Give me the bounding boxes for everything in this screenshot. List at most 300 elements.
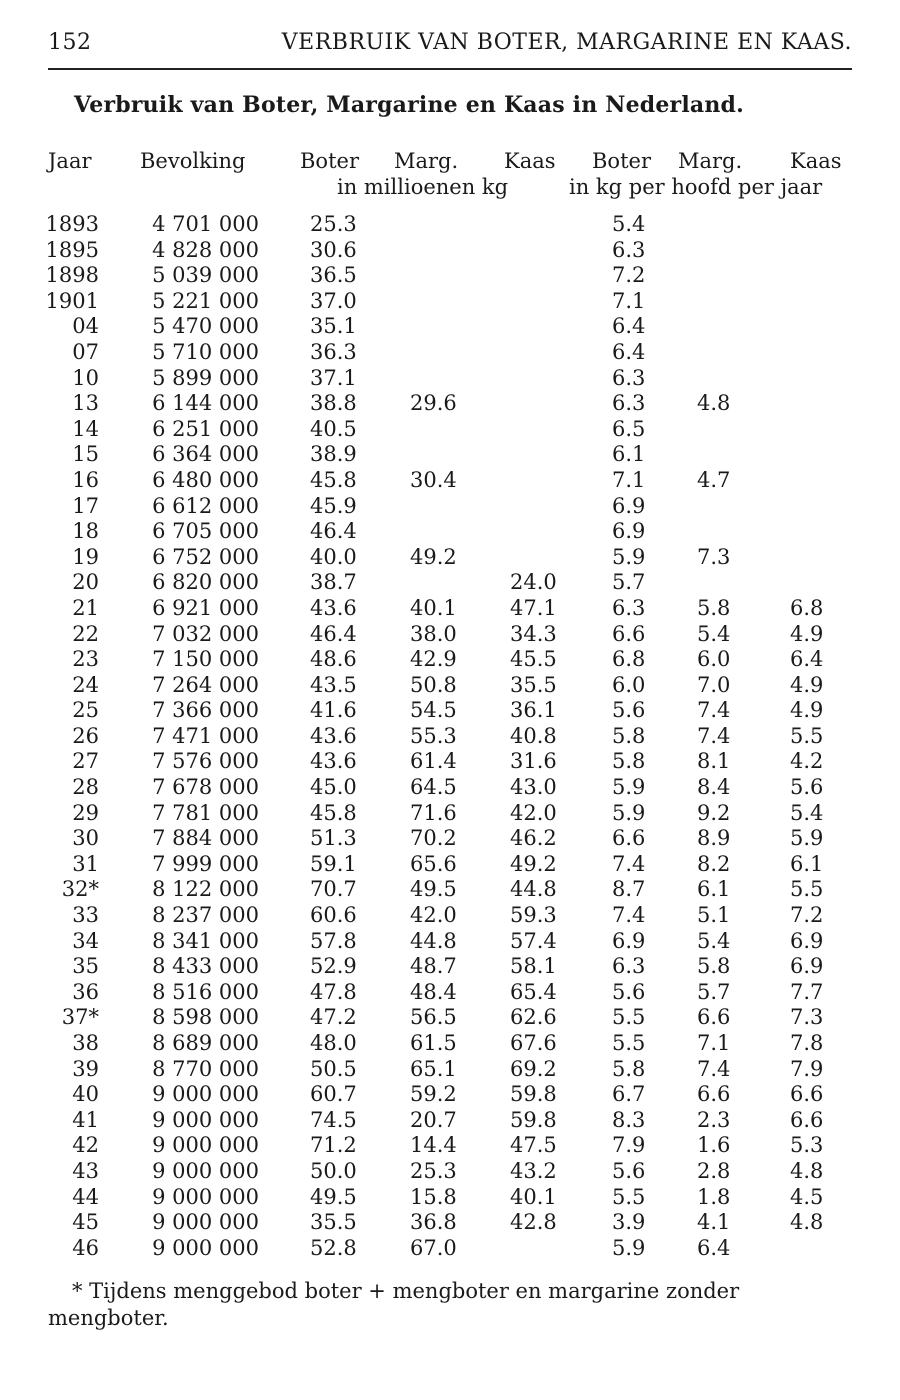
cell-boter: 45.9 xyxy=(310,493,357,518)
cell-boter: 50.0 xyxy=(310,1158,357,1183)
cell-marg-pp: 6.6 xyxy=(697,1005,731,1030)
table-row xyxy=(0,1159,900,1185)
cell-boter: 37.1 xyxy=(310,365,357,390)
cell-kaas-pp: 4.2 xyxy=(790,749,824,774)
table-row xyxy=(0,442,900,468)
cell-boter-pp: 8.3 xyxy=(612,1107,646,1132)
cell-boter-pp: 6.3 xyxy=(612,391,646,416)
cell-kaas-pp: 7.7 xyxy=(790,979,824,1004)
cell-marg-pp: 6.6 xyxy=(697,1082,731,1107)
cell-jaar: 1893 xyxy=(45,212,99,236)
table-row xyxy=(0,929,900,955)
cell-kaas-pp: 6.9 xyxy=(790,954,824,979)
cell-kaas: 24.0 xyxy=(510,570,557,595)
table-title: Verbruik van Boter, Margarine en Kaas in Nederland. xyxy=(74,92,744,118)
cell-kaas: 65.4 xyxy=(510,979,557,1004)
cell-jaar: 33 xyxy=(72,903,99,928)
cell-bevolking: 4 828 000 xyxy=(152,237,259,262)
cell-bevolking: 8 770 000 xyxy=(152,1056,259,1081)
cell-boter-pp: 6.4 xyxy=(612,314,646,339)
cell-boter-pp: 6.7 xyxy=(612,1082,646,1107)
cell-kaas-pp: 7.2 xyxy=(790,903,824,928)
cell-boter: 35.1 xyxy=(310,314,357,339)
cell-bevolking: 8 433 000 xyxy=(152,954,259,979)
table-row xyxy=(0,749,900,775)
cell-boter: 59.1 xyxy=(310,851,357,876)
cell-marg: 56.5 xyxy=(410,1005,457,1030)
table-row xyxy=(0,1210,900,1236)
cell-marg-pp: 2.8 xyxy=(697,1158,731,1183)
cell-kaas: 40.1 xyxy=(510,1184,557,1209)
cell-kaas: 59.3 xyxy=(510,903,557,928)
table-row xyxy=(0,1082,900,1108)
cell-bevolking: 5 039 000 xyxy=(152,263,259,288)
cell-boter-pp: 5.6 xyxy=(612,1158,646,1183)
cell-bevolking: 6 480 000 xyxy=(152,467,259,492)
col-header-marg-pp: Marg. xyxy=(678,149,743,173)
cell-bevolking: 6 705 000 xyxy=(152,519,259,544)
cell-boter-pp: 5.7 xyxy=(612,570,646,595)
table-row xyxy=(0,903,900,929)
cell-kaas-pp: 6.4 xyxy=(790,647,824,672)
cell-boter: 43.6 xyxy=(310,595,357,620)
cell-marg-pp: 5.4 xyxy=(697,928,731,953)
cell-bevolking: 9 000 000 xyxy=(152,1082,259,1107)
cell-kaas-pp: 5.5 xyxy=(790,723,824,748)
table-row xyxy=(0,801,900,827)
cell-boter-pp: 6.6 xyxy=(612,621,646,646)
unit-total-label: in millioenen kg xyxy=(337,175,509,199)
cell-bevolking: 7 264 000 xyxy=(152,672,259,697)
cell-kaas: 47.1 xyxy=(510,595,557,620)
cell-kaas: 43.0 xyxy=(510,775,557,800)
cell-kaas: 57.4 xyxy=(510,928,557,953)
cell-boter-pp: 5.8 xyxy=(612,723,646,748)
cell-kaas: 45.5 xyxy=(510,647,557,672)
cell-marg: 54.5 xyxy=(410,698,457,723)
cell-kaas: 62.6 xyxy=(510,1005,557,1030)
cell-jaar: 27 xyxy=(72,749,99,774)
cell-boter: 30.6 xyxy=(310,237,357,262)
cell-marg-pp: 8.4 xyxy=(697,775,731,800)
cell-kaas-pp: 4.8 xyxy=(790,1210,824,1235)
cell-kaas: 34.3 xyxy=(510,621,557,646)
cell-marg: 48.4 xyxy=(410,979,457,1004)
cell-kaas: 47.5 xyxy=(510,1133,557,1158)
table-row xyxy=(0,391,900,417)
cell-marg: 64.5 xyxy=(410,775,457,800)
cell-marg: 25.3 xyxy=(410,1158,457,1183)
cell-bevolking: 7 678 000 xyxy=(152,775,259,800)
table-row xyxy=(0,1005,900,1031)
cell-marg: 42.9 xyxy=(410,647,457,672)
cell-kaas-pp: 4.5 xyxy=(790,1184,824,1209)
cell-marg-pp: 4.1 xyxy=(697,1210,731,1235)
cell-marg-pp: 5.1 xyxy=(697,903,731,928)
table-row xyxy=(0,417,900,443)
cell-bevolking: 6 752 000 xyxy=(152,544,259,569)
table-row xyxy=(0,545,900,571)
cell-jaar: 35 xyxy=(72,954,99,979)
cell-kaas-pp: 5.9 xyxy=(790,826,824,851)
table-row xyxy=(0,826,900,852)
cell-jaar: 31 xyxy=(72,851,99,876)
cell-jaar: 46 xyxy=(72,1235,99,1260)
cell-marg: 70.2 xyxy=(410,826,457,851)
page-number: 152 xyxy=(48,30,92,55)
cell-jaar: 23 xyxy=(72,647,99,672)
cell-marg: 36.8 xyxy=(410,1210,457,1235)
cell-marg-pp: 8.1 xyxy=(697,749,731,774)
cell-jaar: 37* xyxy=(61,1005,99,1030)
cell-boter-pp: 6.1 xyxy=(612,442,646,467)
table-row xyxy=(0,622,900,648)
cell-bevolking: 7 781 000 xyxy=(152,800,259,825)
cell-bevolking: 9 000 000 xyxy=(152,1158,259,1183)
cell-jaar: 25 xyxy=(72,698,99,723)
table-row xyxy=(0,877,900,903)
cell-marg: 42.0 xyxy=(410,903,457,928)
cell-kaas-pp: 5.5 xyxy=(790,877,824,902)
cell-marg: 61.4 xyxy=(410,749,457,774)
cell-marg: 61.5 xyxy=(410,1031,457,1055)
cell-jaar: 07 xyxy=(72,339,99,364)
cell-jaar: 1895 xyxy=(45,237,99,262)
cell-marg-pp: 4.7 xyxy=(697,467,731,492)
cell-bevolking: 8 341 000 xyxy=(152,928,259,953)
col-header-boter-pp: Boter xyxy=(592,149,651,173)
cell-boter-pp: 5.8 xyxy=(612,749,646,774)
cell-marg-pp: 9.2 xyxy=(697,800,731,825)
cell-marg-pp: 8.9 xyxy=(697,826,731,851)
cell-boter: 40.5 xyxy=(310,416,357,441)
cell-marg: 30.4 xyxy=(410,467,457,492)
cell-boter: 71.2 xyxy=(310,1133,357,1158)
cell-boter-pp: 5.5 xyxy=(612,1005,646,1030)
table-row xyxy=(0,289,900,315)
table-row xyxy=(0,1236,900,1262)
cell-jaar: 28 xyxy=(72,775,99,800)
cell-kaas: 43.2 xyxy=(510,1158,557,1183)
cell-marg-pp: 7.4 xyxy=(697,698,731,723)
cell-jaar: 14 xyxy=(72,416,99,441)
col-header-bevolking: Bevolking xyxy=(140,149,246,173)
table-row xyxy=(0,596,900,622)
cell-boter: 48.0 xyxy=(310,1031,357,1055)
table-row xyxy=(0,647,900,673)
running-title: VERBRUIK VAN BOTER, MARGARINE EN KAAS. xyxy=(281,30,852,55)
cell-marg-pp: 1.8 xyxy=(697,1184,731,1209)
cell-bevolking: 6 251 000 xyxy=(152,416,259,441)
cell-bevolking: 9 000 000 xyxy=(152,1133,259,1158)
cell-boter: 49.5 xyxy=(310,1184,357,1209)
table-row xyxy=(0,673,900,699)
cell-jaar: 21 xyxy=(72,595,99,620)
cell-kaas-pp: 7.9 xyxy=(790,1056,824,1081)
cell-bevolking: 6 820 000 xyxy=(152,570,259,595)
data-table-body xyxy=(0,212,900,1261)
cell-bevolking: 7 884 000 xyxy=(152,826,259,851)
cell-marg-pp: 6.0 xyxy=(697,647,731,672)
table-row xyxy=(0,263,900,289)
cell-bevolking: 9 000 000 xyxy=(152,1235,259,1260)
cell-boter-pp: 7.4 xyxy=(612,903,646,928)
cell-marg: 38.0 xyxy=(410,621,457,646)
cell-boter: 43.5 xyxy=(310,672,357,697)
cell-marg-pp: 7.1 xyxy=(697,1031,731,1055)
cell-marg-pp: 6.4 xyxy=(697,1235,731,1260)
cell-jaar: 17 xyxy=(72,493,99,518)
cell-bevolking: 5 899 000 xyxy=(152,365,259,390)
cell-marg: 48.7 xyxy=(410,954,457,979)
cell-marg: 55.3 xyxy=(410,723,457,748)
cell-bevolking: 7 999 000 xyxy=(152,851,259,876)
cell-jaar: 04 xyxy=(72,314,99,339)
cell-boter-pp: 6.3 xyxy=(612,237,646,262)
cell-boter-pp: 6.9 xyxy=(612,493,646,518)
cell-boter-pp: 6.9 xyxy=(612,519,646,544)
cell-bevolking: 7 150 000 xyxy=(152,647,259,672)
cell-bevolking: 8 516 000 xyxy=(152,979,259,1004)
cell-boter-pp: 6.9 xyxy=(612,928,646,953)
cell-bevolking: 6 144 000 xyxy=(152,391,259,416)
cell-jaar: 18 xyxy=(72,519,99,544)
cell-bevolking: 8 237 000 xyxy=(152,903,259,928)
table-row xyxy=(0,366,900,392)
table-row xyxy=(0,314,900,340)
cell-boter-pp: 6.6 xyxy=(612,826,646,851)
cell-boter: 37.0 xyxy=(310,288,357,313)
cell-kaas: 42.0 xyxy=(510,800,557,825)
cell-kaas: 59.8 xyxy=(510,1107,557,1132)
cell-boter: 52.8 xyxy=(310,1235,357,1260)
cell-kaas-pp: 6.6 xyxy=(790,1107,824,1132)
cell-kaas: 49.2 xyxy=(510,851,557,876)
cell-jaar: 29 xyxy=(72,800,99,825)
cell-marg: 40.1 xyxy=(410,595,457,620)
cell-bevolking: 7 366 000 xyxy=(152,698,259,723)
cell-marg: 29.6 xyxy=(410,391,457,416)
cell-boter-pp: 6.5 xyxy=(612,416,646,441)
table-row xyxy=(0,570,900,596)
cell-boter-pp: 5.9 xyxy=(612,800,646,825)
cell-jaar: 16 xyxy=(72,467,99,492)
cell-boter-pp: 6.3 xyxy=(612,595,646,620)
cell-jaar: 44 xyxy=(72,1184,99,1209)
cell-marg: 65.1 xyxy=(410,1056,457,1081)
cell-jaar: 15 xyxy=(72,442,99,467)
cell-jaar: 43 xyxy=(72,1158,99,1183)
cell-boter: 36.3 xyxy=(310,339,357,364)
col-header-boter: Boter xyxy=(300,149,359,173)
table-row xyxy=(0,1133,900,1159)
table-row xyxy=(0,1031,900,1057)
cell-marg-pp: 7.3 xyxy=(697,544,731,569)
cell-jaar: 36 xyxy=(72,979,99,1004)
cell-bevolking: 7 576 000 xyxy=(152,749,259,774)
cell-boter-pp: 5.5 xyxy=(612,1031,646,1055)
cell-jaar: 42 xyxy=(72,1133,99,1158)
cell-kaas: 58.1 xyxy=(510,954,557,979)
cell-bevolking: 7 032 000 xyxy=(152,621,259,646)
cell-boter-pp: 5.9 xyxy=(612,544,646,569)
table-row xyxy=(0,519,900,545)
cell-boter-pp: 7.1 xyxy=(612,467,646,492)
unit-per-head-label: in kg per hoofd per jaar xyxy=(569,175,823,199)
cell-boter: 25.3 xyxy=(310,212,357,236)
cell-marg: 49.5 xyxy=(410,877,457,902)
cell-boter: 45.0 xyxy=(310,775,357,800)
cell-boter: 47.8 xyxy=(310,979,357,1004)
cell-jaar: 38 xyxy=(72,1031,99,1055)
cell-marg-pp: 1.6 xyxy=(697,1133,731,1158)
cell-kaas-pp: 6.9 xyxy=(790,928,824,953)
cell-marg-pp: 7.4 xyxy=(697,1056,731,1081)
cell-boter-pp: 7.4 xyxy=(612,851,646,876)
cell-jaar: 22 xyxy=(72,621,99,646)
cell-boter: 45.8 xyxy=(310,800,357,825)
cell-bevolking: 8 122 000 xyxy=(152,877,259,902)
table-row xyxy=(0,238,900,264)
table-row xyxy=(0,212,900,238)
cell-boter: 43.6 xyxy=(310,723,357,748)
table-row xyxy=(0,698,900,724)
cell-boter: 51.3 xyxy=(310,826,357,851)
cell-marg: 15.8 xyxy=(410,1184,457,1209)
cell-boter: 60.7 xyxy=(310,1082,357,1107)
cell-boter: 41.6 xyxy=(310,698,357,723)
table-row xyxy=(0,468,900,494)
cell-boter: 43.6 xyxy=(310,749,357,774)
col-header-kaas: Kaas xyxy=(504,149,556,173)
cell-boter-pp: 7.2 xyxy=(612,263,646,288)
cell-boter: 57.8 xyxy=(310,928,357,953)
cell-kaas: 31.6 xyxy=(510,749,557,774)
cell-bevolking: 4 701 000 xyxy=(152,212,259,236)
cell-bevolking: 6 921 000 xyxy=(152,595,259,620)
cell-boter: 45.8 xyxy=(310,467,357,492)
cell-jaar: 41 xyxy=(72,1107,99,1132)
cell-bevolking: 8 689 000 xyxy=(152,1031,259,1055)
cell-bevolking: 8 598 000 xyxy=(152,1005,259,1030)
cell-kaas-pp: 6.1 xyxy=(790,851,824,876)
cell-kaas-pp: 5.6 xyxy=(790,775,824,800)
cell-bevolking: 7 471 000 xyxy=(152,723,259,748)
cell-kaas: 59.8 xyxy=(510,1082,557,1107)
cell-boter: 38.7 xyxy=(310,570,357,595)
cell-jaar: 19 xyxy=(72,544,99,569)
cell-kaas-pp: 4.9 xyxy=(790,621,824,646)
cell-marg-pp: 5.7 xyxy=(697,979,731,1004)
cell-boter-pp: 7.1 xyxy=(612,288,646,313)
cell-kaas: 67.6 xyxy=(510,1031,557,1055)
cell-marg: 44.8 xyxy=(410,928,457,953)
cell-boter: 38.9 xyxy=(310,442,357,467)
cell-bevolking: 5 221 000 xyxy=(152,288,259,313)
cell-boter: 46.4 xyxy=(310,621,357,646)
cell-boter-pp: 5.8 xyxy=(612,1056,646,1081)
cell-boter-pp: 6.3 xyxy=(612,954,646,979)
cell-jaar: 1901 xyxy=(45,288,99,313)
cell-jaar: 24 xyxy=(72,672,99,697)
cell-jaar: 20 xyxy=(72,570,99,595)
cell-jaar: 40 xyxy=(72,1082,99,1107)
cell-boter-pp: 5.9 xyxy=(612,775,646,800)
cell-marg-pp: 4.8 xyxy=(697,391,731,416)
cell-jaar: 45 xyxy=(72,1210,99,1235)
cell-kaas: 46.2 xyxy=(510,826,557,851)
cell-boter-pp: 6.3 xyxy=(612,365,646,390)
table-row xyxy=(0,724,900,750)
cell-boter-pp: 5.4 xyxy=(612,212,646,236)
cell-boter-pp: 6.0 xyxy=(612,672,646,697)
cell-boter: 40.0 xyxy=(310,544,357,569)
cell-jaar: 34 xyxy=(72,928,99,953)
cell-bevolking: 9 000 000 xyxy=(152,1210,259,1235)
cell-bevolking: 9 000 000 xyxy=(152,1184,259,1209)
cell-jaar: 10 xyxy=(72,365,99,390)
cell-bevolking: 6 612 000 xyxy=(152,493,259,518)
table-row xyxy=(0,340,900,366)
cell-marg-pp: 2.3 xyxy=(697,1107,731,1132)
cell-boter: 35.5 xyxy=(310,1210,357,1235)
cell-marg-pp: 5.4 xyxy=(697,621,731,646)
cell-marg: 71.6 xyxy=(410,800,457,825)
cell-bevolking: 6 364 000 xyxy=(152,442,259,467)
table-row xyxy=(0,852,900,878)
cell-boter: 47.2 xyxy=(310,1005,357,1030)
table-row xyxy=(0,1108,900,1134)
cell-kaas: 69.2 xyxy=(510,1056,557,1081)
cell-jaar: 39 xyxy=(72,1056,99,1081)
cell-marg: 49.2 xyxy=(410,544,457,569)
cell-boter-pp: 6.4 xyxy=(612,339,646,364)
table-row xyxy=(0,1057,900,1083)
header-rule xyxy=(48,68,852,70)
cell-boter-pp: 8.7 xyxy=(612,877,646,902)
cell-marg-pp: 7.0 xyxy=(697,672,731,697)
cell-boter-pp: 3.9 xyxy=(612,1210,646,1235)
cell-boter-pp: 5.5 xyxy=(612,1184,646,1209)
cell-boter: 60.6 xyxy=(310,903,357,928)
cell-kaas-pp: 6.6 xyxy=(790,1082,824,1107)
cell-marg-pp: 7.4 xyxy=(697,723,731,748)
cell-bevolking: 5 470 000 xyxy=(152,314,259,339)
table-row xyxy=(0,775,900,801)
cell-kaas-pp: 5.3 xyxy=(790,1133,824,1158)
cell-kaas: 35.5 xyxy=(510,672,557,697)
cell-marg: 67.0 xyxy=(410,1235,457,1260)
page-header xyxy=(48,26,852,62)
cell-boter: 52.9 xyxy=(310,954,357,979)
cell-boter-pp: 6.8 xyxy=(612,647,646,672)
cell-kaas-pp: 5.4 xyxy=(790,800,824,825)
cell-boter: 48.6 xyxy=(310,647,357,672)
table-row xyxy=(0,954,900,980)
cell-marg-pp: 5.8 xyxy=(697,595,731,620)
cell-kaas-pp: 7.8 xyxy=(790,1031,824,1055)
cell-marg: 14.4 xyxy=(410,1133,457,1158)
cell-marg: 20.7 xyxy=(410,1107,457,1132)
cell-boter: 50.5 xyxy=(310,1056,357,1081)
cell-kaas: 40.8 xyxy=(510,723,557,748)
cell-marg-pp: 5.8 xyxy=(697,954,731,979)
table-row xyxy=(0,1185,900,1211)
cell-jaar: 13 xyxy=(72,391,99,416)
cell-kaas-pp: 7.3 xyxy=(790,1005,824,1030)
cell-boter-pp: 5.6 xyxy=(612,979,646,1004)
cell-marg-pp: 8.2 xyxy=(697,851,731,876)
